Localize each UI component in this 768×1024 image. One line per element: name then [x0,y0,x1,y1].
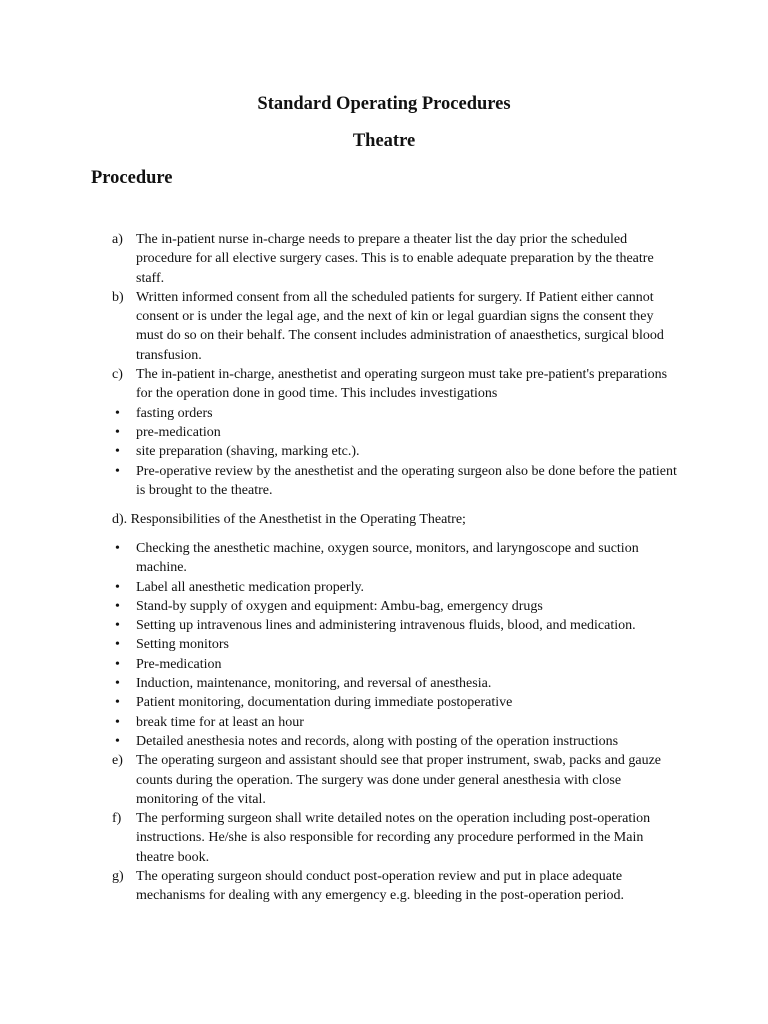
list-item-text: site preparation (shaving, marking etc.). [136,444,360,460]
list-item-text: Setting monitors [136,637,229,653]
list-item-text: Induction, maintenance, monitoring, and reversal of anesthesia. [136,676,492,692]
list-item-text: Setting up intravenous lines and administering intravenous fluids, blood, and medication. [136,618,636,634]
responsibilities-paragraph: d). Responsibilities of the Anesthetist in the Operating Theatre; [112,512,466,527]
list-marker: e) [112,753,123,769]
bullet-marker: • [115,695,120,711]
list-item [0,867,681,906]
list-item [0,423,681,442]
list-item [0,809,681,867]
list-item-text: The performing surgeon shall write detailed notes on the operation including post-operation instructions. He/she is also responsible for recording any procedure performed in the Main theatre book. [136,811,651,865]
list-item-text: The in-patient in-charge, anesthetist and operating surgeon must take pre-patient's preparations for the operation done in good time. This includes investigations [136,367,668,402]
list-marker: c) [112,367,123,383]
list-item [0,230,681,288]
bullet-marker: • [115,541,120,556]
list-item-text: The operating surgeon should conduct post-operation review and put in place adequate mechanisms for dealing with any emergency e.g. bleeding in the post-operation period. [136,869,625,904]
bullet-marker: • [115,424,120,440]
bullet-marker: • [115,405,120,421]
list-item-text: pre-medication [136,424,221,440]
bullet-marker: • [115,463,120,479]
bullet-marker: • [115,598,120,614]
list-item-text: Written informed consent from all the scheduled patients for surgery. If Patient either cannot consent or is under the legal age, and the next of kin or legal guardian signs the consent they must do so on their behalf. The consent includes administration of anaesthetics, surgical blood transfusion. [136,289,664,363]
section-heading: Procedure [91,168,173,188]
list-item [0,655,681,674]
bullet-marker: • [115,444,120,460]
list-marker: f) [112,811,122,827]
bullet-marker: • [115,676,120,692]
list-item-text: Stand-by supply of oxygen and equipment: Ambu-bag, emergency drugs [136,598,543,614]
list-item [0,635,681,654]
list-item [0,674,681,693]
bullet-marker: • [115,579,120,595]
list-item [0,365,681,404]
list-item-text: The operating surgeon and assistant should see that proper instrument, swab, packs and gauze counts during the operation. The surgery was done under general anesthesia with close monitoring of the vital. [136,753,661,807]
bullet-marker: • [115,714,120,730]
document-subtitle: Theatre [352,131,416,151]
responsibilities-list [0,539,768,906]
list-item [0,751,681,809]
bullet-marker: • [115,618,120,634]
list-marker: g) [112,869,124,885]
list-marker: a) [112,232,123,247]
document-title: Standard Operating Procedures [257,94,511,114]
list-item [0,442,681,461]
list-item-text: Label all anesthetic medication properly. [136,579,365,595]
list-item-text: Pre-operative review by the anesthetist and the operating surgeon also be done before the patient is brought to the theatre. [136,463,677,498]
list-item-text: fasting orders [136,405,213,421]
procedure-list [0,230,768,500]
list-item [0,539,681,578]
list-item [0,578,681,597]
list-item-text: Checking the anesthetic machine, oxygen source, monitors, and laryngoscope and suction machine. [136,541,639,576]
list-item-text: break time for at least an hour [136,714,304,730]
list-item [0,732,681,751]
list-item [0,693,681,712]
list-item [0,288,681,365]
list-item [0,462,681,501]
list-item [0,713,681,732]
list-item-text: The in-patient nurse in-charge needs to prepare a theater list the day prior the scheduled procedure for all elective surgery cases. This is to enable adequate preparation by the theatre staff. [136,232,654,286]
list-marker: b) [112,289,124,305]
bullet-marker: • [115,637,120,653]
list-item-text: Detailed anesthesia notes and records, along with posting of the operation instructions [136,733,619,749]
list-item-text: Patient monitoring, documentation during immediate postoperative [136,695,513,711]
list-item [0,404,681,423]
list-item [0,597,681,616]
list-item-text: Pre-medication [136,656,222,672]
bullet-marker: • [115,733,120,749]
bullet-marker: • [115,656,120,672]
list-item [0,616,681,635]
